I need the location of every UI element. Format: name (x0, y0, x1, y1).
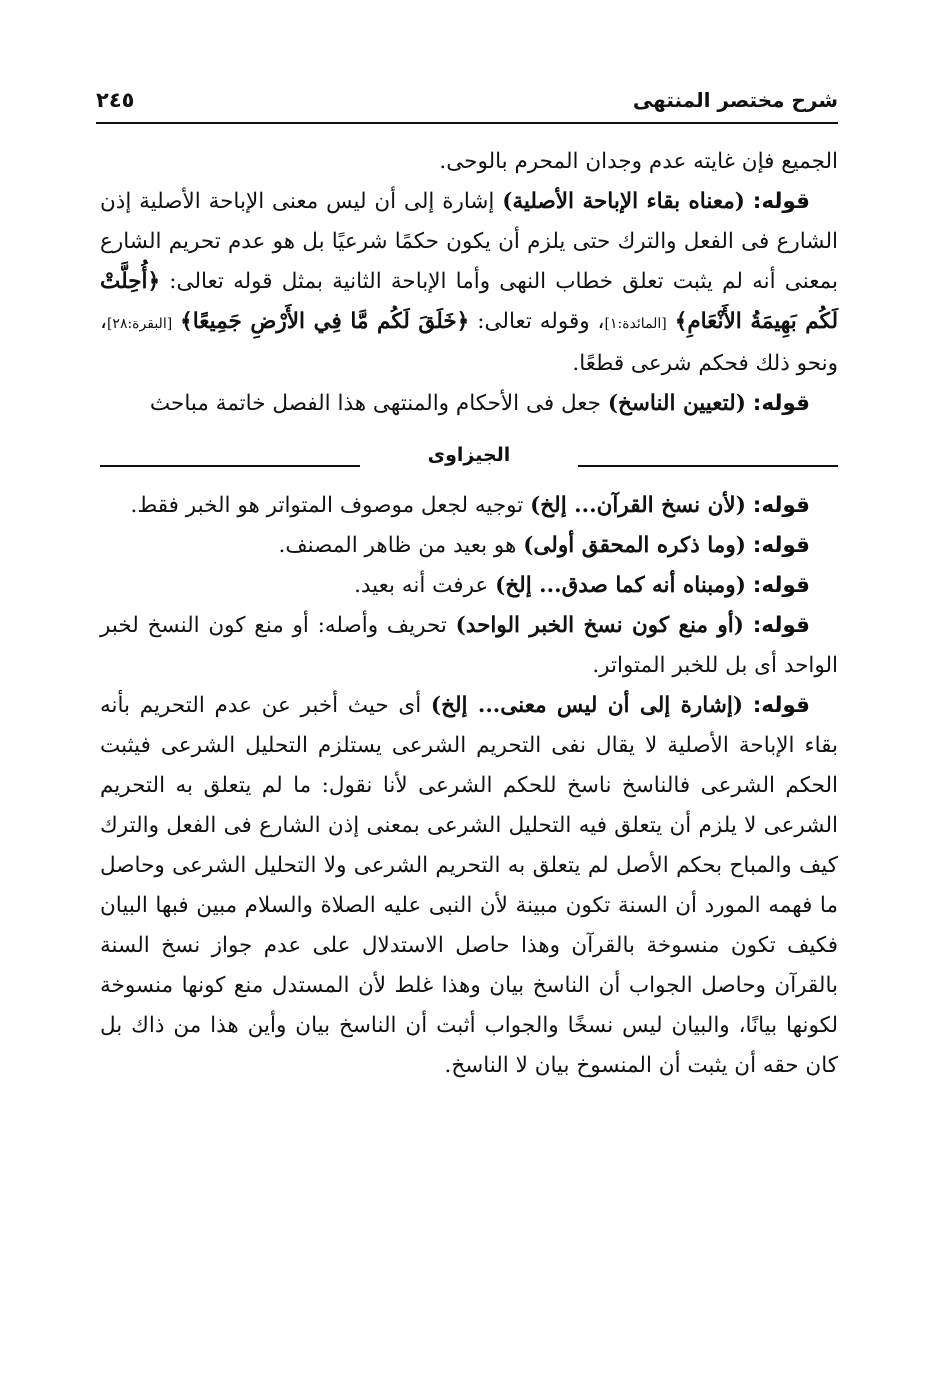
quran-verse: ﴿خَلَقَ لَكُم مَّا فِي الأَرْضِ جَمِيعًا﴾ (180, 309, 470, 334)
qawluh-paragraph (100, 606, 838, 686)
verse-reference: [المائدة:١] (604, 316, 667, 332)
paragraph-text: ، ونحو ذلك فحكم شرعى قطعًا. (100, 309, 838, 376)
qawluh-paragraph (100, 384, 838, 424)
qawluh-paragraph (100, 686, 838, 1086)
page-number: ٢٤٥ (96, 88, 135, 112)
paragraph-text: أى حيث أخبر عن عدم التحريم بأنه بقاء الإباحة الأصلية لا يقال نفى التحريم الشرعى يستلزم التحليل الشرعى فيثبت الحكم الشرعى فالناسخ ناسخ للحكم الشرعى لأنا نقول: ما لم يتعلق به التحريم الشرعى لا يلزم أن يتعلق فيه التحليل الشرعى بمعنى إذن الشارع فى الفعل والترك كيف والمباح بحكم الأصل لم يتعلق به التحريم الشرعى ولا التحليل الشرعى وحاصل ما فهمه المورد أن السنة تكون مبينة لأن النبى عليه الصلاة والسلام مبين فبها البيان فكيف تكون منسوخة بالقرآن وهذا حاصل الاستدلال على عدم جواز نسخ السنة بالقرآن وحاصل الجواب أن الناسخ بيان وهذا غلط لأن المستدل منع كونها منسوخة لكونها بيانًا، والبيان ليس نسخًا والجواب أثبت أن الناسخ بيان وأين هذا من ذاك بل كان حقه أن يثبت أن المنسوخ بيان لا الناسخ. (100, 693, 838, 1078)
running-header (96, 88, 838, 124)
quoted-phrase: (وما ذكره المحقق أولى) (523, 533, 746, 558)
divider-line (100, 465, 360, 467)
qawluh-paragraph (100, 486, 838, 526)
quoted-phrase: (لأن نسخ القرآن... إلخ) (530, 493, 746, 518)
section-divider (100, 444, 838, 484)
paragraph-text: هو بعيد من ظاهر المصنف. (278, 533, 517, 558)
quoted-phrase: (معناه بقاء الإباحة الأصلية) (502, 189, 745, 214)
qawluh-label: قوله: (752, 533, 810, 558)
paragraph-text: تحريف وأصله: أو منع كون النسخ لخبر الواحد أى بل للخبر المتواتر. (100, 613, 838, 678)
qawluh-label: قوله: (752, 189, 810, 214)
quoted-phrase: (إشارة إلى أن ليس معنى... إلخ) (430, 693, 743, 718)
glossator-name: الجيزاوى (427, 444, 511, 466)
qawluh-paragraph (100, 526, 838, 566)
paragraph-text: إشارة إلى أن ليس معنى الإباحة الأصلية إذن الشارع فى الفعل والترك حتى يلزم أن يكون حكمًا شرعيًا بل هو عدم تحريم الشارع بمعنى أنه لم يثبت تعلق خطاب النهى وأما الإباحة الثانية بمثل قوله تعالى: (100, 189, 838, 294)
quoted-phrase: (ومبناه أنه كما صدق... إلخ) (495, 573, 746, 598)
qawluh-paragraph (100, 566, 838, 606)
paragraph-text: ، وقوله تعالى: (477, 309, 605, 334)
qawluh-paragraph (100, 182, 838, 384)
verse-reference: [البقرة:٢٨] (106, 316, 173, 332)
qawluh-label: قوله: (752, 493, 810, 518)
paragraph-text: توجيه لجعل موصوف المتواتر هو الخبر فقط. (130, 493, 524, 518)
paragraph-text: عرفت أنه بعيد. (354, 573, 489, 598)
gloss-commentary (100, 486, 838, 1086)
running-title: شرح مختصر المنتهى (632, 88, 838, 112)
main-commentary (100, 142, 838, 424)
qawluh-label: قوله: (752, 693, 810, 718)
continued-paragraph (100, 142, 838, 182)
quoted-phrase: (لتعيين الناسخ) (607, 391, 746, 416)
qawluh-label: قوله: (752, 573, 810, 598)
paragraph-text: جعل فى الأحكام والمنتهى هذا الفصل خاتمة مباحث (149, 391, 601, 416)
quran-verse: ﴿أُحِلَّتْ لَكُم بَهِيمَةُ الأَنْعَامِ﴾ (100, 269, 839, 334)
qawluh-label: قوله: (752, 613, 810, 638)
qawluh-label: قوله: (752, 391, 810, 416)
quoted-phrase: (أو منع كون نسخ الخبر الواحد) (455, 613, 744, 638)
paragraph-text: الجميع فإن غايته عدم وجدان المحرم بالوحى. (439, 149, 838, 174)
